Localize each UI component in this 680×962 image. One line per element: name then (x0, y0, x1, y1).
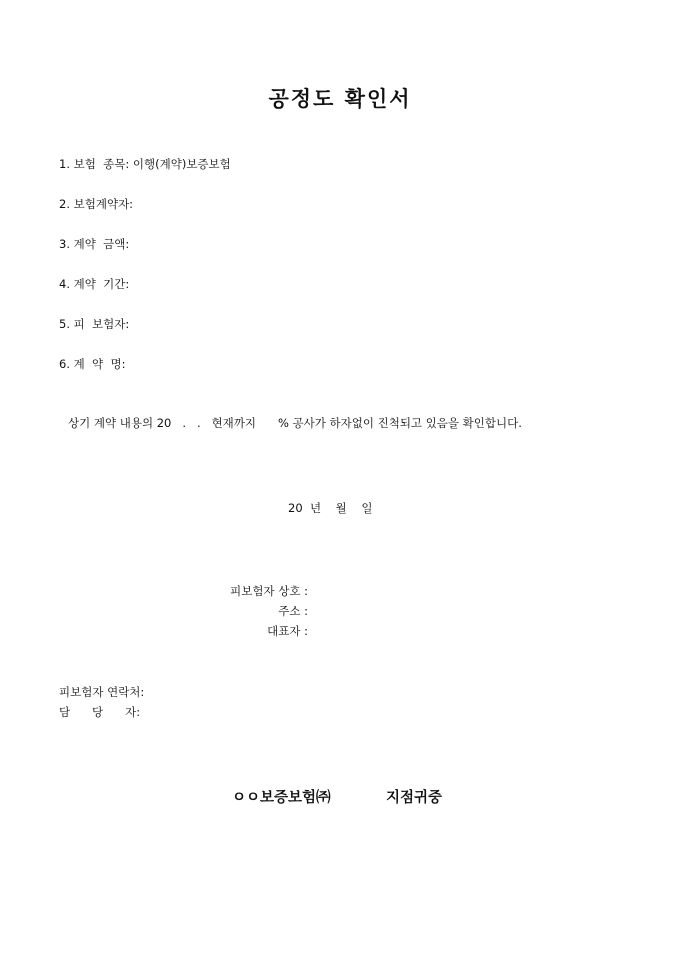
item-insured: 5. 피 보험자: (59, 317, 130, 331)
document-title: 공정도 확인서 (268, 86, 412, 111)
address-label: 주소 : (278, 604, 308, 618)
item-contract-name: 6. 계 약 명: (59, 357, 126, 371)
representative-label: 대표자 : (267, 624, 308, 638)
item-contract-amount: 3. 계약 금액: (59, 237, 130, 251)
item-insurance-type: 1. 보험 종목: 이행(계약)보증보험 (59, 157, 231, 171)
company-name-label: 피보험자 상호 : (230, 584, 308, 598)
confirmation-statement: 상기 계약 내용의 20 . . 현재까지 % 공사가 하자없이 진척되고 있음을 확인합니다. (68, 416, 522, 430)
item-policyholder: 2. 보험계약자: (59, 197, 134, 211)
footer-company: ㅇㅇ보증보험㈜ (232, 789, 331, 806)
date-line: 20 년 월 일 (288, 501, 373, 515)
item-contract-period: 4. 계약 기간: (59, 277, 130, 291)
footer-suffix: 지점귀중 (386, 789, 443, 806)
contact-person-label: 담 당 자: (59, 705, 141, 719)
contact-phone-label: 피보험자 연락처: (59, 685, 145, 699)
